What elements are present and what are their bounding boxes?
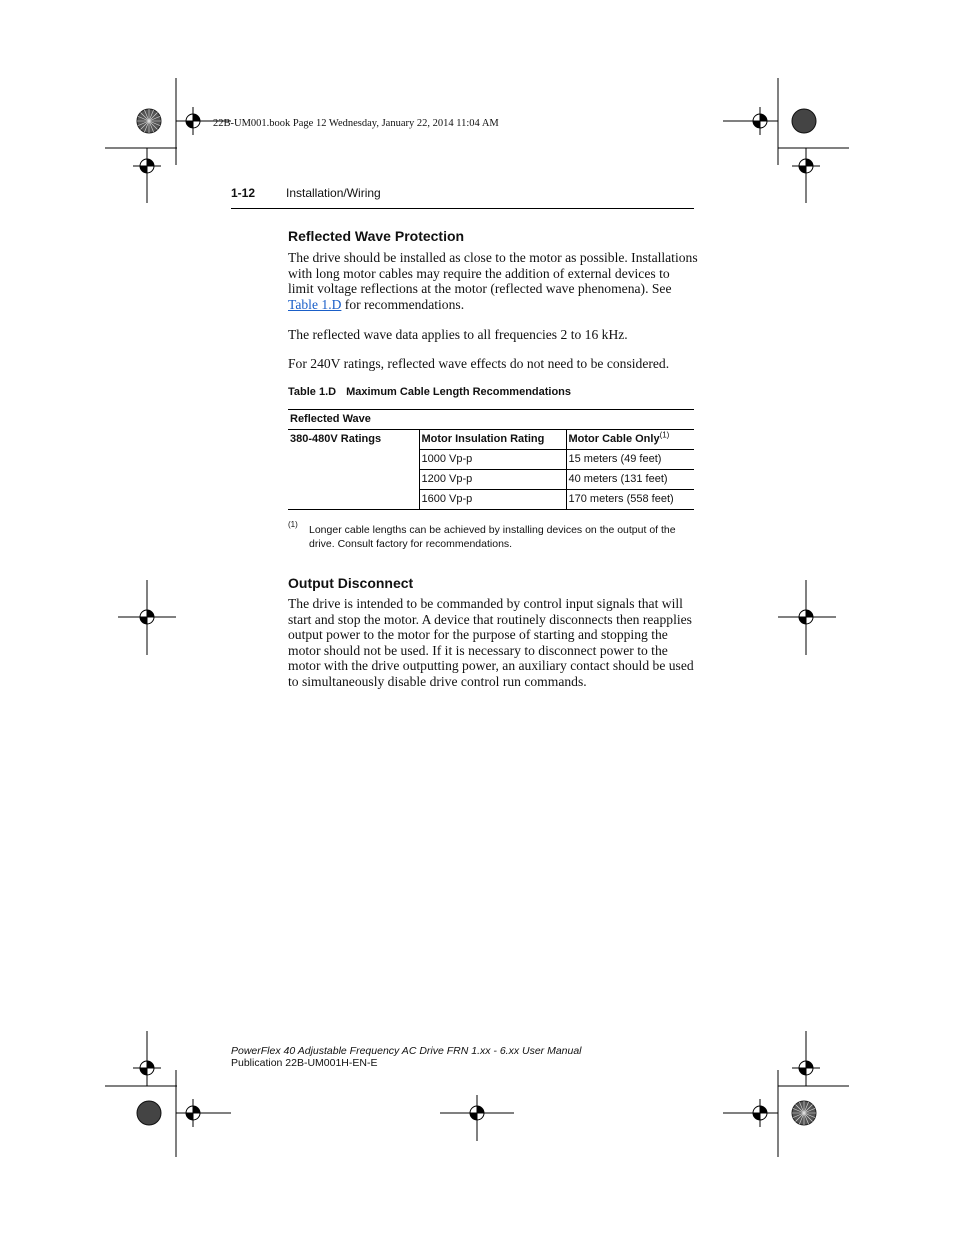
table-col-header-cable: [566, 430, 694, 450]
registration-target-icon: [179, 107, 207, 135]
table-1d-link[interactable]: Table 1.D: [288, 296, 342, 312]
registration-target-icon: [746, 1099, 774, 1127]
registration-target-icon: [792, 1054, 820, 1082]
registration-target-icon: [133, 152, 161, 180]
table-group-row: [288, 410, 694, 430]
paragraph-text: The drive should be installed as close to the motor as possible. Installations with long motor cables may require the addition of external devices to limit voltage reflections at the motor (reflected wave phenomena). See: [288, 250, 698, 297]
header-rule: [231, 208, 694, 209]
col-header-text: Motor Cable Only: [568, 433, 660, 445]
reflected-wave-paragraph-2: The reflected wave data applies to all frequencies 2 to 16 kHz.: [288, 327, 628, 342]
table-cell-rating: 1600 Vp-p: [419, 490, 566, 510]
footnote-ref: (1): [659, 430, 670, 440]
reflected-wave-heading: Reflected Wave Protection: [288, 228, 465, 244]
registration-target-icon: [133, 1054, 161, 1082]
dark-disc-mark-icon: [792, 109, 816, 133]
header-section-title: Installation/Wiring: [286, 186, 381, 200]
table-cell-rating: 1000 Vp-p: [419, 450, 566, 470]
table-cell-rating: 1200 Vp-p: [419, 470, 566, 490]
table-cell-length: 15 meters (49 feet): [566, 450, 694, 470]
registration-target-icon: [463, 1099, 491, 1127]
registration-target-icon: [792, 603, 820, 631]
output-disconnect-paragraph: The drive is intended to be commanded by control input signals that will start and stop the motor. A device that routinely disconnects then reapplies output power to the motor for the purpose of starting and stopping the motor should not be used. If it is necessary to disconnect power to the motor with the drive outputting power, an auxiliary contact should be used to simultaneously disable drive control run commands.: [288, 596, 694, 689]
footer-manual-title: PowerFlex 40 Adjustable Frequency AC Drive FRN 1.xx - 6.xx User Manual: [231, 1045, 582, 1057]
output-disconnect-heading: Output Disconnect: [288, 575, 414, 591]
table-caption: [288, 386, 571, 398]
footnote-mark: (1): [288, 520, 298, 529]
table-caption-id: Table 1.D: [288, 386, 337, 398]
registration-target-icon: [792, 152, 820, 180]
table-group-header: Reflected Wave: [288, 410, 694, 430]
table-cell-length: 170 meters (558 feet): [566, 490, 694, 510]
header-page-number: 1-12: [231, 186, 256, 200]
reflected-wave-paragraph-1: [288, 250, 698, 312]
registration-target-icon: [133, 603, 161, 631]
table-col-header-insulation: Motor Insulation Rating: [419, 430, 566, 450]
registration-target-icon: [179, 1099, 207, 1127]
footnote-text: Longer cable lengths can be achieved by installing devices on the output of the drive. Consult factory for recommendations.: [309, 524, 676, 550]
table-caption-title: Maximum Cable Length Recommendations: [346, 386, 572, 398]
cable-length-table: [288, 409, 694, 510]
table-cell-length: 40 meters (131 feet): [566, 470, 694, 490]
registration-target-icon: [746, 107, 774, 135]
reflected-wave-paragraph-3: For 240V ratings, reflected wave effects do not need to be considered.: [288, 356, 670, 371]
starburst-mark-icon: [792, 1101, 816, 1125]
starburst-mark-icon: [137, 109, 161, 133]
table-row-header: 380-480V Ratings: [288, 430, 419, 510]
printer-slug-line: 22B-UM001.book Page 12 Wednesday, January 22, 2014 11:04 AM: [213, 118, 499, 129]
dark-disc-mark-icon: [137, 1101, 161, 1125]
table-header-row: [288, 430, 694, 450]
footer-publication: Publication 22B-UM001H-EN-E: [231, 1057, 378, 1069]
paragraph-text: for recommendations.: [341, 296, 465, 312]
